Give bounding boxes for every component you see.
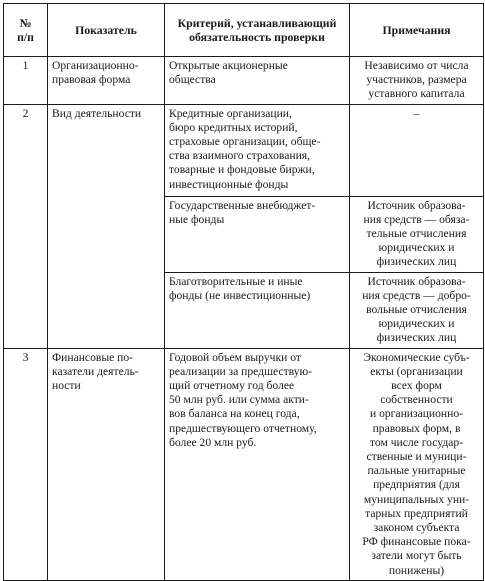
table-header <box>4 4 484 57</box>
header-num: № п/п <box>4 4 48 57</box>
table-row <box>4 104 484 196</box>
row-3-notes: Экономические субъ- екты (организации всех форм собственности и организационно- правовых форм, в том числе государ- ственные и муници- пальные унитарные предприятия (для муниципальных уни- тарных предприятий законом субъекта РФ финансовые пока- затели могут быть понижены) <box>350 348 484 580</box>
table-row <box>4 348 484 580</box>
table-body <box>4 57 484 581</box>
row-2b-notes: Источник образова- ния средств — обяза- тельные отчисления юридических и физических лиц <box>350 196 484 272</box>
table-row <box>4 57 484 105</box>
header-row <box>4 4 484 57</box>
row-2a-criterion: Кредитные организации, бюро кредитных историй, страховые организации, обще- ства взаимного страхования, товарные и фондовые биржи, инвестиционные фонды <box>165 104 350 196</box>
row-2c-criterion: Благотворительные и иные фонды (не инвестиционные) <box>165 272 350 348</box>
row-1-notes: Независимо от числа участников, размера уставного капитала <box>350 57 484 105</box>
row-1-indicator: Организационно- правовая форма <box>48 57 165 105</box>
row-1-criterion: Открытые акционерные общества <box>165 57 350 105</box>
header-notes: Примечания <box>350 4 484 57</box>
row-2-num: 2 <box>4 104 48 348</box>
row-2b-criterion: Государственные внебюджет- ные фонды <box>165 196 350 272</box>
audit-criteria-table <box>3 3 484 581</box>
header-criterion: Критерий, устанавливающий обязательность проверки <box>165 4 350 57</box>
row-3-num: 3 <box>4 348 48 580</box>
header-indicator: Показатель <box>48 4 165 57</box>
row-3-criterion: Годовой объем выручки от реализации за предшествую- щий отчетному год более 50 млн руб. или сумма акти- вов баланса на конец года, предшествующего отчетному, более 20 млн руб. <box>165 348 350 580</box>
row-2c-notes: Источник образова- ния средств — добро- вольные отчисления юридических и физических лиц <box>350 272 484 348</box>
row-2-indicator: Вид деятельности <box>48 104 165 348</box>
row-3-indicator: Финансовые по- казатели деятель- ности <box>48 348 165 580</box>
row-1-num: 1 <box>4 57 48 105</box>
row-2a-notes: – <box>350 104 484 196</box>
